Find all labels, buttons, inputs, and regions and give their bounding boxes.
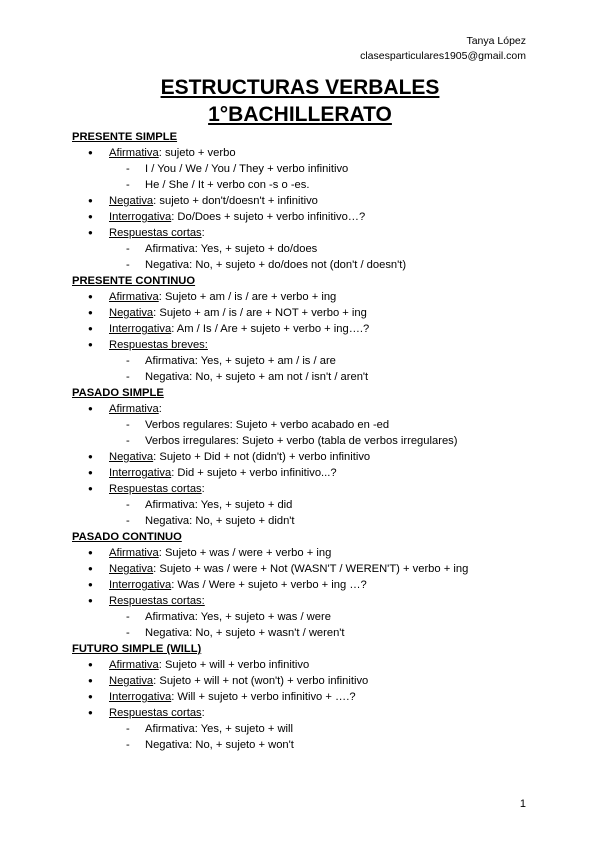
bullet-item	[72, 593, 542, 609]
sub-item	[72, 241, 542, 257]
bullet-item	[72, 561, 542, 577]
bullet-item	[72, 145, 542, 161]
item-label: Interrogativa	[109, 323, 172, 335]
item-text: : Sujeto + Did + not (didn't) + verbo infinitivo	[153, 451, 371, 463]
bullet-item	[72, 481, 542, 497]
sub-item	[72, 513, 542, 529]
item-text: : Will + sujeto + verbo infinitivo + ….?	[171, 691, 356, 703]
item-text: Afirmativa: Yes, + sujeto + did	[145, 499, 293, 511]
bullet-item	[72, 657, 542, 673]
item-text: Afirmativa: Yes, + sujeto + do/does	[145, 243, 318, 255]
bullet-item	[72, 337, 542, 353]
sub-item	[72, 257, 542, 273]
section-title: PRESENTE SIMPLE	[72, 131, 178, 143]
bullet-item	[72, 465, 542, 481]
bullet-item	[72, 545, 542, 561]
item-label: Interrogativa	[109, 579, 172, 591]
sub-item	[72, 433, 542, 449]
bullet-item	[72, 193, 542, 209]
item-text: :	[201, 227, 205, 239]
item-text: : sujeto + don't/doesn't + infinitivo	[153, 195, 318, 207]
item-text: : Sujeto + am / is / are + verbo + ing	[158, 291, 337, 303]
item-text: : Sujeto + was / were + verbo + ing	[158, 547, 332, 559]
item-text: : Was / Were + sujeto + verbo + ing …?	[171, 579, 367, 591]
item-text: Afirmativa: Yes, + sujeto + was / were	[145, 611, 331, 623]
title-line-1: ESTRUCTURAS VERBALES	[160, 76, 440, 99]
author-email: clasesparticulares1905@gmail.com	[360, 50, 526, 62]
bullet-item	[72, 289, 542, 305]
section-title: PASADO SIMPLE	[72, 387, 164, 399]
item-text: : Sujeto + will + verbo infinitivo	[158, 659, 310, 671]
item-text: Negativa: No, + sujeto + didn't	[145, 515, 295, 527]
item-text: : Sujeto + was / were + Not (WASN'T / WEREN'T) + verbo + ing	[153, 563, 469, 575]
sub-item	[72, 497, 542, 513]
item-text: Negativa: No, + sujeto + am not / isn't / aren't	[145, 371, 369, 383]
bullet-item	[72, 209, 542, 225]
title-line-2: 1°BACHILLERATO	[208, 103, 392, 126]
bullet-item	[72, 225, 542, 241]
item-text: I / You / We / You / They + verbo infinitivo	[145, 163, 349, 175]
item-text: Afirmativa: Yes, + sujeto + am / is / are	[145, 355, 336, 367]
bullet-item	[72, 321, 542, 337]
item-text: Negativa: No, + sujeto + wasn't / weren't	[145, 627, 345, 639]
item-text: Negativa: No, + sujeto + do/does not (don't / doesn't)	[145, 259, 407, 271]
item-label: Afirmativa	[109, 403, 159, 415]
item-label: Afirmativa	[109, 547, 159, 559]
item-text: : Did + sujeto + verbo infinitivo...?	[171, 467, 337, 479]
section-title: FUTURO SIMPLE (WILL)	[72, 643, 202, 655]
item-text: : Am / Is / Are + sujeto + verbo + ing….?	[171, 323, 370, 335]
item-label: Negativa	[109, 675, 154, 687]
bullet-item	[72, 673, 542, 689]
item-text: : Sujeto + will + not (won't) + verbo infinitivo	[153, 675, 369, 687]
sub-item	[72, 737, 542, 753]
bullet-item	[72, 705, 542, 721]
item-text: Verbos regulares: Sujeto + verbo acabado en -ed	[145, 419, 390, 431]
sub-item	[72, 625, 542, 641]
bullet-item	[72, 305, 542, 321]
item-text: :	[201, 707, 205, 719]
item-label: Interrogativa	[109, 691, 172, 703]
author-name: Tanya López	[466, 35, 526, 47]
page-number: 1	[519, 798, 526, 810]
bullet-item	[72, 577, 542, 593]
item-text: :	[201, 483, 205, 495]
item-text: He / She / It + verbo con -s o -es.	[145, 179, 310, 191]
item-label: Afirmativa	[109, 147, 159, 159]
item-label: Respuestas cortas	[109, 227, 202, 239]
item-label: Respuestas cortas:	[109, 595, 205, 607]
section-title: PRESENTE CONTINUO	[72, 275, 196, 287]
item-label: Negativa	[109, 307, 154, 319]
sub-item	[72, 417, 542, 433]
item-label: Afirmativa	[109, 659, 159, 671]
item-label: Negativa	[109, 563, 154, 575]
sub-item	[72, 177, 542, 193]
sub-item	[72, 609, 542, 625]
bullet-item	[72, 689, 542, 705]
item-text: Verbos irregulares: Sujeto + verbo (tabla de verbos irregulares)	[145, 435, 458, 447]
page-header	[360, 34, 526, 64]
document-title	[0, 74, 600, 128]
item-label: Respuestas breves:	[109, 339, 208, 351]
item-label: Interrogativa	[109, 467, 172, 479]
item-label: Afirmativa	[109, 291, 159, 303]
item-label: Negativa	[109, 451, 154, 463]
sub-item	[72, 721, 542, 737]
sub-item	[72, 369, 542, 385]
item-text: : Sujeto + am / is / are + NOT + verbo + ing	[153, 307, 367, 319]
item-text: : Do/Does + sujeto + verbo infinitivo…?	[171, 211, 366, 223]
item-text: Afirmativa: Yes, + sujeto + will	[145, 723, 293, 735]
item-text: : sujeto + verbo	[158, 147, 236, 159]
item-label: Interrogativa	[109, 211, 172, 223]
item-text: :	[158, 403, 162, 415]
bullet-item	[72, 449, 542, 465]
item-label: Respuestas cortas	[109, 707, 202, 719]
document-body	[72, 129, 542, 753]
item-label: Negativa	[109, 195, 154, 207]
sub-item	[72, 161, 542, 177]
item-text: Negativa: No, + sujeto + won't	[145, 739, 294, 751]
bullet-item	[72, 401, 542, 417]
sub-item	[72, 353, 542, 369]
item-label: Respuestas cortas	[109, 483, 202, 495]
section-title: PASADO CONTINUO	[72, 531, 182, 543]
